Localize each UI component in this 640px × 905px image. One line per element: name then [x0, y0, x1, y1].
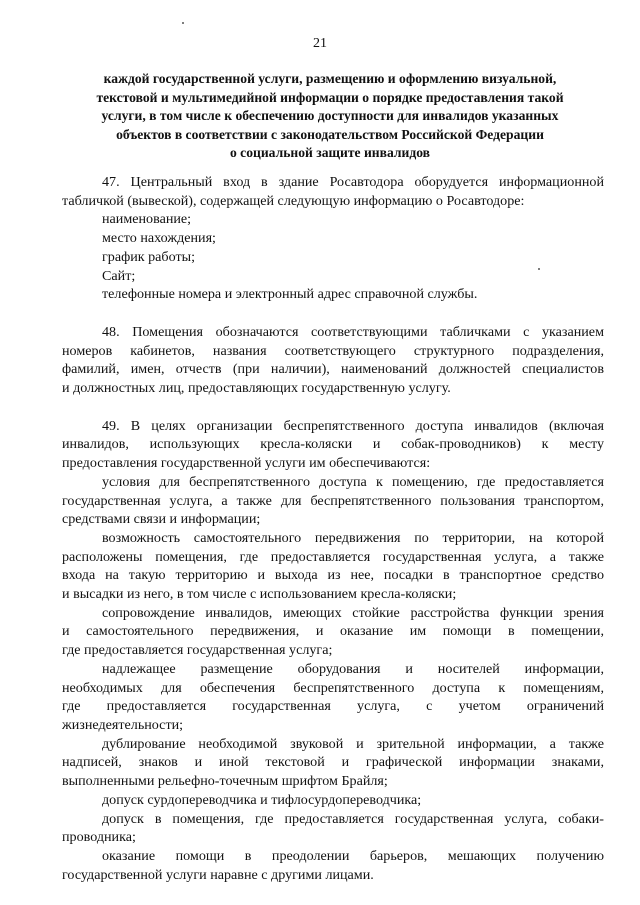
text-line: допуск сурдопереводчика и тифлосурдопереводчика; — [102, 791, 422, 808]
text-line: дублирование необходимой звуковой и зрительной информации, а также — [102, 735, 604, 752]
paragraph-49-item-5 — [62, 735, 604, 791]
paragraph-49-item-4 — [62, 660, 604, 735]
text-line: 49. В целях организации беспрепятственного доступа инвалидов (включая — [102, 417, 604, 434]
text-line: где предоставляется государственная услуга, с учетом ограничений — [62, 698, 604, 715]
heading-line: текстовой и мультимедийной информации о порядке предоставления такой — [96, 89, 564, 105]
text-line: предоставления государственной услуги им обеспечиваются: — [62, 455, 431, 472]
paragraph-49-item-7 — [62, 810, 604, 847]
text-line: необходимых для обеспечения беспрепятственного доступа к помещениям, — [62, 679, 604, 696]
paragraph-49-item-1 — [62, 473, 604, 529]
text-line: сопровождение инвалидов, имеющих стойкие расстройства функции зрения — [102, 604, 604, 621]
heading-line: о социальной защите инвалидов — [229, 145, 431, 161]
text-line: фамилий, имен, отчеств (при наличии), наименований должностей специалистов — [62, 361, 604, 378]
text-line: и самостоятельного передвижения, и оказание им помощи в помещении, — [62, 623, 604, 640]
paragraph-48 — [62, 323, 604, 398]
list-item: график работы; — [102, 248, 196, 265]
paragraph-49-item-6 — [62, 791, 604, 810]
heading-line: объектов в соответствии с законодательством Российской Федерации — [116, 126, 544, 142]
text-line: допуск в помещения, где предоставляется государственная услуга, собаки- — [102, 810, 604, 827]
text-line: оказание помощи в преодолении барьеров, мешающих получению — [102, 847, 604, 864]
text-line: выполненными рельефно-точечным шрифтом Брайля; — [62, 773, 388, 790]
text-line: средствами связи и информации; — [62, 511, 261, 528]
text-line: государственная услуга, а также для беспрепятственного пользования транспортом, — [62, 492, 604, 509]
text-line: государственной услуги наравне с другими лицами. — [62, 866, 374, 883]
text-line: где предоставляется государственная услуга; — [62, 642, 333, 659]
paragraph-49-item-8 — [62, 847, 604, 884]
text-line: жизнедеятельности; — [62, 716, 184, 733]
scan-speck — [538, 268, 540, 270]
text-line: надлежащее размещение оборудования и носителей информации, — [102, 660, 604, 677]
scan-speck — [182, 22, 184, 24]
heading-line: услуги, в том числе к обеспечению доступности для инвалидов указанных — [101, 108, 559, 124]
text-line: инвалидов, использующих кресла-коляски и собак-проводников) к месту — [62, 436, 604, 453]
text-line: табличкой (вывеской), содержащей следующую информацию о Росавтодоре: — [62, 192, 525, 209]
text-line: 48. Помещения обозначаются соответствующими табличками с указанием — [102, 323, 604, 340]
paragraph-49 — [62, 417, 604, 473]
text-line: проводника; — [62, 829, 136, 846]
list-item: место нахождения; — [102, 230, 216, 247]
paragraph-49-item-3 — [62, 604, 604, 660]
text-line: условия для беспрепятственного доступа к помещению, где предоставляется — [102, 473, 604, 490]
list-item: телефонные номера и электронный адрес справочной службы. — [102, 286, 478, 303]
text-line: 47. Центральный вход в здание Росавтодора оборудуется информационной — [102, 174, 604, 190]
text-line: возможность самостоятельного передвижения по территории, на которой — [102, 529, 604, 546]
text-line: расположены помещения, где предоставляется государственная услуга, а также — [62, 548, 604, 565]
section-heading — [60, 70, 600, 163]
heading-line: каждой государственной услуги, размещению и оформлению визуальной, — [103, 71, 557, 86]
document-body — [62, 173, 604, 884]
text-line: и должностных лиц, предоставляющих государственную услугу. — [62, 380, 451, 397]
page-number: 21 — [313, 36, 327, 51]
paragraph-47 — [62, 173, 604, 304]
text-line: надписей, знаков и иной текстовой и графической информации знаками, — [62, 754, 604, 771]
text-line: номеров кабинетов, названия соответствующего структурного подразделения, — [62, 342, 604, 359]
paragraph-49-item-2 — [62, 529, 604, 604]
list-item: наименование; — [102, 211, 192, 228]
list-item: Сайт; — [102, 267, 136, 284]
text-line: и высадки из него, в том числе с использованием кресла-коляски; — [62, 586, 457, 603]
text-line: входа на такую территорию и выхода из нее, посадки в транспортное средство — [62, 567, 604, 584]
